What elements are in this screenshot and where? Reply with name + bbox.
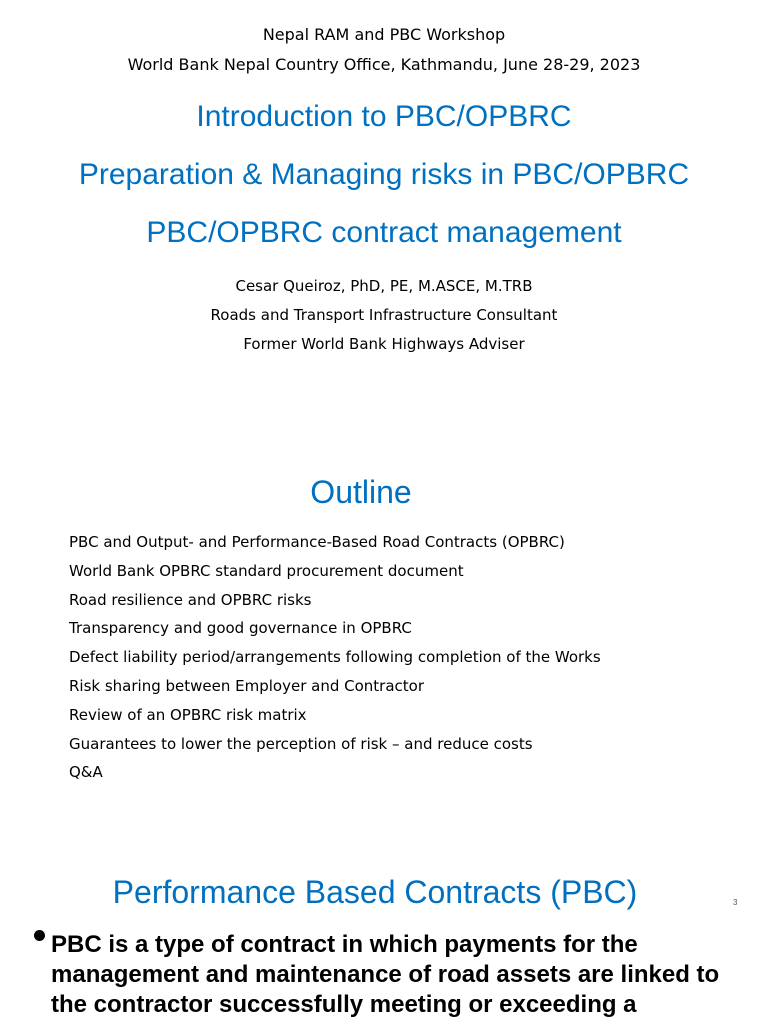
pbc-heading: Performance Based Contracts (PBC) xyxy=(112,874,638,910)
outline-item: World Bank OPBRC standard procurement document xyxy=(69,561,464,580)
workshop-title: Nepal RAM and PBC Workshop xyxy=(262,25,506,44)
workshop-venue: World Bank Nepal Country Office, Kathmandu, June 28-29, 2023 xyxy=(127,55,641,74)
title-slide xyxy=(0,0,768,380)
outline-item: Transparency and good governance in OPBRC xyxy=(69,619,412,638)
workshop-header xyxy=(0,20,768,80)
outline-list xyxy=(69,528,601,787)
outline-item: Q&A xyxy=(69,763,103,782)
slide-title-introduction: Introduction to PBC/OPBRC xyxy=(196,100,572,133)
slide-title-preparation: Preparation & Managing risks in PBC/OPBRC xyxy=(78,158,690,191)
author-info xyxy=(0,272,768,359)
slide-title-contract-management: PBC/OPBRC contract management xyxy=(146,216,622,249)
outline-item: Risk sharing between Employer and Contractor xyxy=(69,676,424,695)
outline-slide xyxy=(0,460,768,800)
outline-item: Road resilience and OPBRC risks xyxy=(69,590,312,609)
outline-item: Defect liability period/arrangements following completion of the Works xyxy=(69,648,601,667)
pbc-slide xyxy=(0,860,768,1024)
outline-item: Guarantees to lower the perception of risk – and reduce costs xyxy=(69,734,533,753)
outline-heading: Outline xyxy=(310,474,412,510)
outline-item: PBC and Output- and Performance-Based Road Contracts (OPBRC) xyxy=(69,533,565,551)
outline-item: Review of an OPBRC risk matrix xyxy=(69,705,307,724)
author-role: Roads and Transport Infrastructure Consultant xyxy=(210,306,558,324)
pbc-definition-bullet: PBC is a type of contract in which payments for the management and maintenance of road assets are linked to the contractor successfully meeting or exceeding a xyxy=(51,931,720,1018)
page-number: 3 xyxy=(733,898,738,907)
author-former-role: Former World Bank Highways Adviser xyxy=(243,335,525,353)
bullet-icon xyxy=(34,930,45,941)
author-name: Cesar Queiroz, PhD, PE, M.ASCE, M.TRB xyxy=(235,277,533,295)
